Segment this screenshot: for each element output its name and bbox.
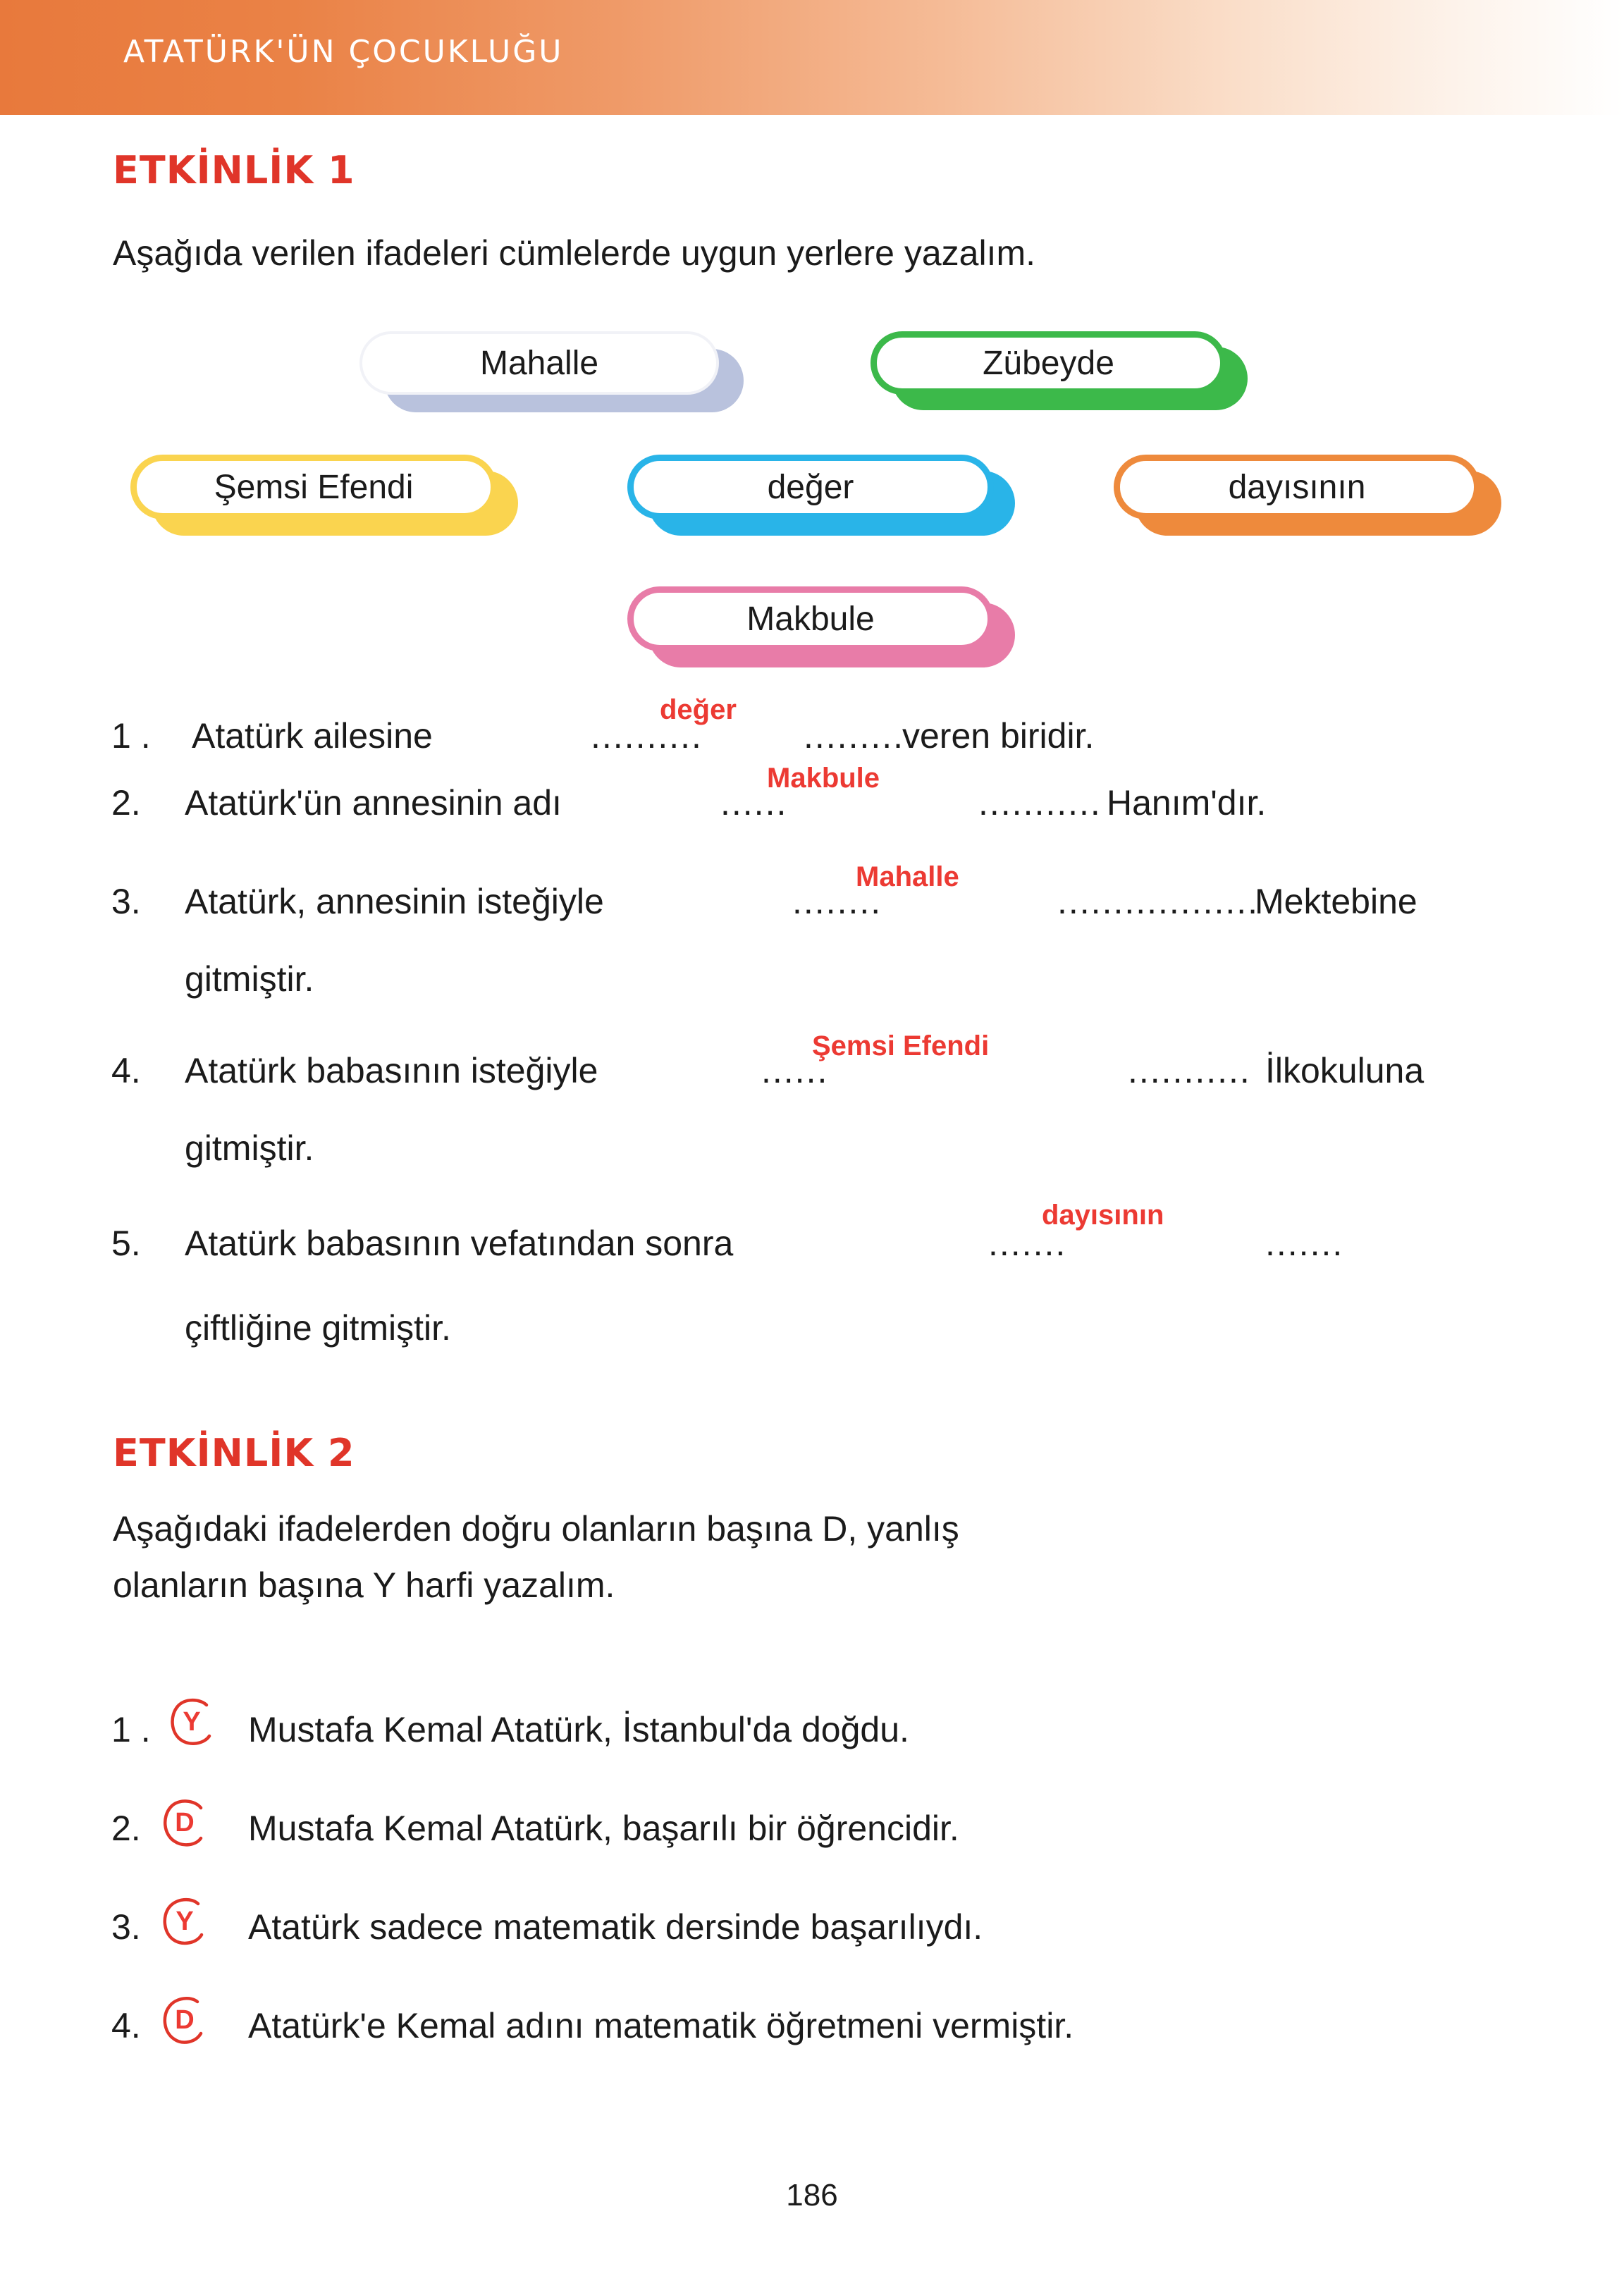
question-text-before: Atatürk, annesinin isteğiyle (185, 882, 604, 921)
activity-2-instruction-line-1: Aşağıdaki ifadelerden doğru olanların başına D, yanlış (113, 1509, 959, 1549)
tf-item-text: Atatürk'e Kemal adını matematik öğretmeni vermiştir. (248, 2006, 1074, 2045)
question-text-second-line: çiftliğine gitmiştir. (185, 1308, 451, 1348)
question-text-after: Hanım'dır. (1107, 783, 1267, 823)
tf-mark-letter: D (175, 1807, 195, 1837)
circled-answer-mark[interactable] (166, 1695, 217, 1749)
question-blank-dots-right[interactable]: ....... (1265, 1224, 1344, 1263)
question-blank-dots-right[interactable]: .................. (1057, 882, 1260, 921)
question-number: 3. (111, 882, 141, 921)
question-answer: Şemsi Efendi (812, 1030, 990, 1061)
tf-mark-letter: Y (183, 1706, 201, 1737)
question-answer: değer (660, 694, 737, 725)
word-pill-deger[interactable] (627, 455, 994, 519)
page-title: ATATÜRK'ÜN ÇOCUKLUĞU (123, 34, 564, 70)
word-pill-label: dayısının (1228, 468, 1366, 506)
tf-mark-letter: Y (176, 1906, 194, 1936)
question-answer: dayısının (1042, 1200, 1164, 1231)
question-text-before: Atatürk babasının vefatından sonra (185, 1224, 734, 1263)
question-number: 4. (111, 1051, 141, 1090)
activity-1-title: ETKİNLİK 1 (113, 148, 355, 192)
tf-item-text: Atatürk sadece matematik dersinde başarılıydı. (248, 1907, 983, 1947)
tf-item-number: 3. (111, 1907, 141, 1947)
page-number: 186 (786, 2178, 838, 2212)
word-pill-label: değer (767, 468, 854, 506)
circled-answer-mark[interactable] (159, 1993, 210, 2047)
question-blank-dots-left[interactable]: .......... (591, 716, 703, 756)
page-header-banner (0, 0, 1624, 115)
question-number: 2. (111, 783, 141, 823)
tf-item-text: Mustafa Kemal Atatürk, başarılı bir öğrencidir. (248, 1809, 959, 1848)
word-pill-label: Mahalle (479, 344, 599, 382)
word-pill-label: Zübeyde (983, 344, 1114, 382)
word-pill-zubeyde[interactable] (871, 331, 1226, 395)
word-pill-label: Şemsi Efendi (214, 468, 414, 506)
question-answer: Makbule (767, 763, 880, 794)
circled-answer-mark[interactable] (159, 1895, 210, 1948)
question-text-after: Mektebine (1255, 882, 1417, 921)
question-blank-dots-left[interactable]: ........ (792, 882, 882, 921)
circled-answer-mark[interactable] (159, 1796, 210, 1849)
word-pill-label: Makbule (746, 600, 875, 638)
question-blank-dots-right[interactable]: ........... (978, 783, 1102, 823)
tf-item-number: 2. (111, 1809, 141, 1848)
question-text-second-line: gitmiştir. (185, 1128, 314, 1168)
activity-2-instruction-line-2: olanların başına Y harfi yazalım. (113, 1565, 615, 1605)
tf-item-number: 1 . (111, 1710, 151, 1749)
question-answer: Mahalle (856, 861, 959, 892)
question-blank-dots-right[interactable]: ........... (1128, 1051, 1251, 1090)
word-pill-mahalle[interactable] (359, 331, 719, 395)
question-blank-dots-left[interactable]: ...... (720, 783, 788, 823)
question-text-before: Atatürk babasının isteğiyle (185, 1051, 598, 1090)
question-number: 5. (111, 1224, 141, 1263)
activity-1-instruction: Aşağıda verilen ifadeleri cümlelerde uygun yerlere yazalım. (113, 233, 1035, 273)
question-blank-dots-right[interactable]: ......... (804, 716, 905, 756)
tf-item-number: 4. (111, 2006, 141, 2045)
question-text-before: Atatürk'ün annesinin adı (185, 783, 562, 823)
word-pill-makbule[interactable] (627, 586, 994, 651)
question-text-second-line: gitmiştir. (185, 959, 314, 999)
question-text-after: veren biridir. (902, 716, 1095, 756)
activity-2-title: ETKİNLİK 2 (113, 1431, 355, 1475)
word-pill-dayisinin[interactable] (1114, 455, 1480, 519)
question-blank-dots-left[interactable]: ....... (988, 1224, 1067, 1263)
question-text-before: Atatürk ailesine (192, 716, 433, 756)
tf-mark-letter: D (175, 2005, 195, 2035)
question-text-after: İlkokuluna (1265, 1051, 1425, 1090)
question-blank-dots-left[interactable]: ...... (761, 1051, 829, 1090)
tf-item-text: Mustafa Kemal Atatürk, İstanbul'da doğdu. (248, 1710, 909, 1749)
word-pill-semsi-efendi[interactable] (130, 455, 497, 519)
question-number: 1 . (111, 716, 151, 756)
